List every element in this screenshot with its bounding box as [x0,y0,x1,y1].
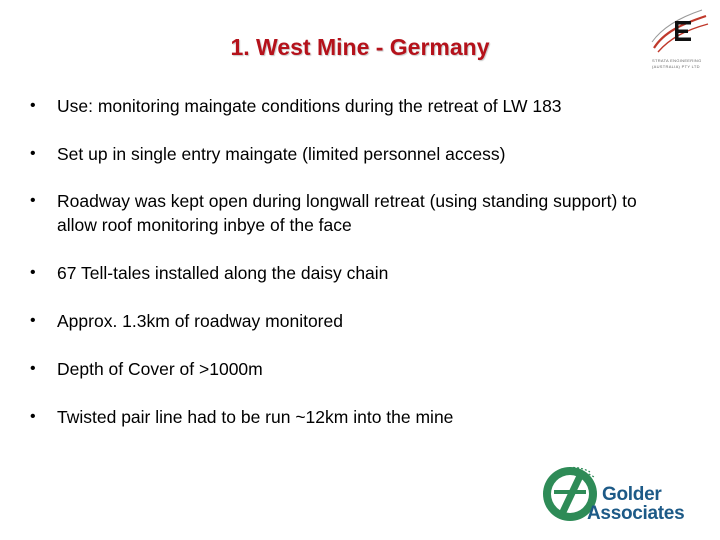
bullet-text: Use: monitoring maingate conditions during the retreat of LW 183 [57,96,562,116]
bullet-text: Roadway was kept open during longwall retreat (using standing support) to allow roof monitoring inbye of the face [57,191,637,235]
bullet-text: 67 Tell-tales installed along the daisy chain [57,263,389,283]
slide-title: 1. West Mine - Germany [230,34,490,60]
bullet-dot: • [30,408,36,425]
bullet-dot: • [30,360,36,377]
bullet-text: Twisted pair line had to be run ~12km into the mine [57,407,454,427]
bullet-item [30,357,650,381]
strata-e-logo-icon [648,2,716,58]
golder-wordmark-line1: Golder [602,484,662,505]
strata-caption: STRATA ENGINEERING (AUSTRALIA) PTY LTD [652,58,702,69]
bullet-text: Depth of Cover of >1000m [57,359,263,379]
bullet-item [30,189,650,237]
bullet-dot: • [30,145,36,162]
bullet-dot: • [30,312,36,329]
bullet-dot: • [30,97,36,114]
bullet-item [30,405,650,429]
bullet-item [30,261,650,285]
bullet-text: Set up in single entry maingate (limited personnel access) [57,144,506,164]
bullet-item [30,309,650,333]
bullet-item [30,142,650,166]
bullet-item [30,94,650,118]
golder-associates-logo [540,462,692,524]
golder-wordmark-line2: Associates [587,503,685,524]
strata-engineering-logo [648,2,716,78]
bullet-dot: • [30,264,36,281]
bullet-text: Approx. 1.3km of roadway monitored [57,311,343,331]
bullet-dot: • [30,192,36,209]
